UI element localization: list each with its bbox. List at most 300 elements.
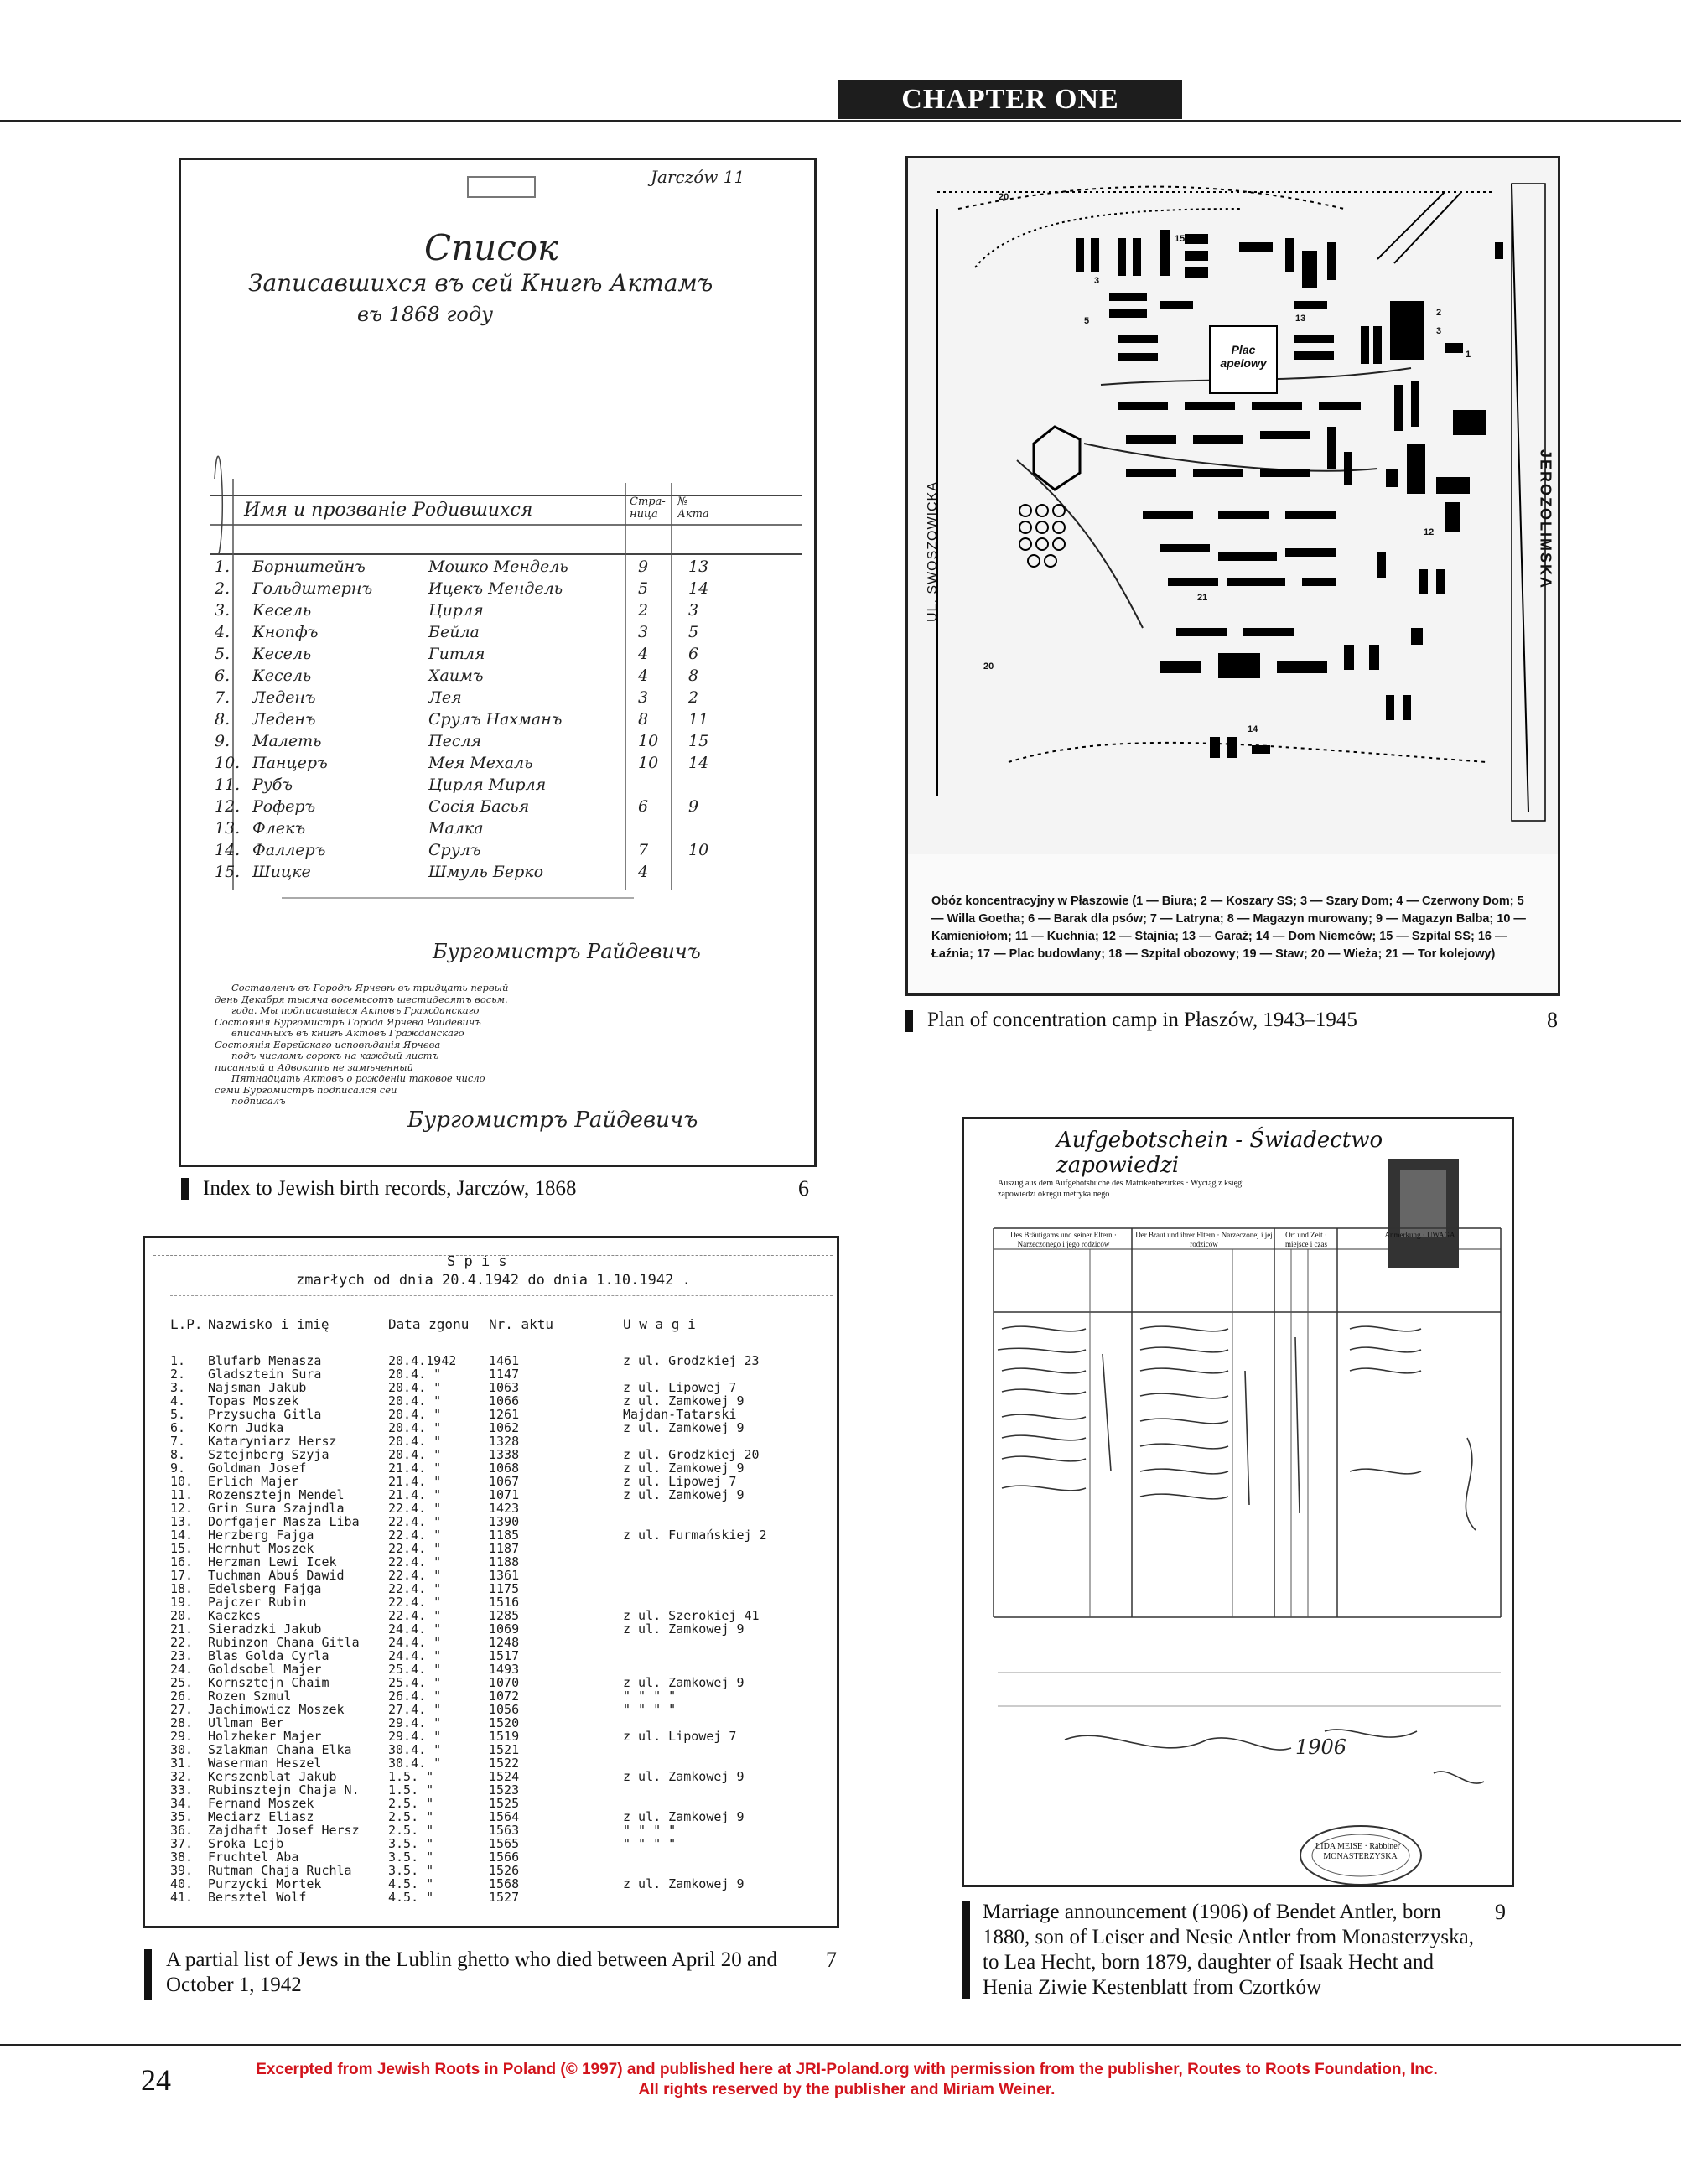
death-list-row	[170, 1595, 833, 1609]
row-number: 19.	[170, 1595, 194, 1610]
act-number: 1522	[489, 1756, 520, 1771]
rabbi-stamp-text: LIDA MEISE · Rabbiner · MONASTERZYSKA	[1315, 1842, 1405, 1861]
person-name: Sztejnberg Szyja	[208, 1447, 329, 1462]
remarks: Majdan-Tatarski	[623, 1407, 737, 1422]
death-date: 26.4. "	[388, 1689, 442, 1704]
act-number: 1516	[489, 1595, 520, 1610]
street-label-right: JEROZOLIMSKA	[1537, 449, 1554, 589]
row-number: 5.	[170, 1407, 186, 1422]
act-number: 1175	[489, 1581, 520, 1596]
map-legend: Obóz koncentracyjny w Płaszowie (1 — Biura; 2 — Koszary SS; 3 — Szary Dom; 4 — Czerwony Dom; 5 — Willa Goetha; 6 — Barak dla psów; 7 — Latryna; 8 — Magazyn murowany; 9 — Magazyn Balba; 10 — Kamieniołom; 11 — Kuchnia; 12 — Stajnia; 13 — Garaż; 14 — Dom Niemców; 15 — Szpital SS; 16 — Łaźnia; 17 — Plac budowlany; 18 — Szpital obozowy; 19 — Staw; 20 — Wieża; 21 — Tor kolejowy)	[931, 895, 1526, 961]
person-name: Meciarz Eliasz	[208, 1809, 314, 1824]
act-number: 1261	[489, 1407, 520, 1422]
map-number: 20	[999, 192, 1009, 202]
person-name: Herzman Lewi Icek	[208, 1554, 337, 1569]
person-name: Goldman Josef	[208, 1460, 307, 1476]
death-list-row	[170, 1408, 833, 1421]
act-number: 15	[688, 732, 709, 750]
row-number: 1.	[215, 558, 231, 576]
caption-7-line1: A partial list of Jews in the Lublin ghetto who died between April 20 and	[166, 1948, 778, 1971]
death-list-row	[170, 1730, 833, 1743]
map-number-labels	[908, 158, 1558, 854]
caption-9	[983, 1900, 1502, 2000]
col-page-header: Стра- ница	[630, 495, 666, 521]
certification-line: подъ числомъ сорокъ на каждый листъ	[231, 1050, 439, 1061]
act-number: 14	[688, 579, 709, 598]
death-date: 1.5. "	[388, 1769, 434, 1784]
birth-index-row	[215, 558, 802, 579]
act-number: 1248	[489, 1635, 520, 1650]
surname: Кнопфъ	[252, 623, 319, 641]
act-number: 1188	[489, 1554, 520, 1569]
certification-line: писанный и Адвокатъ не замѣченный	[215, 1061, 414, 1073]
doc-subtitle: Записавшихся въ сей Книгѣ Актамъ	[248, 269, 713, 297]
caption-7-line2: October 1, 1942	[166, 1974, 302, 1996]
act-number: 5	[688, 623, 699, 641]
act-number: 1563	[489, 1823, 520, 1838]
row-number: 36.	[170, 1823, 194, 1838]
given-name: Малка	[428, 819, 484, 838]
row-number: 35.	[170, 1809, 194, 1824]
remarks: z ul. Lipowej 7	[623, 1474, 737, 1489]
row-number: 7.	[215, 688, 231, 707]
death-date: 20.4. "	[388, 1407, 442, 1422]
death-date: 20.4. "	[388, 1434, 442, 1449]
death-list-row	[170, 1797, 833, 1810]
act-number: 1526	[489, 1863, 520, 1878]
person-name: Kataryniarz Hersz	[208, 1434, 337, 1449]
act-number: 1527	[489, 1890, 520, 1905]
death-list-row	[170, 1488, 833, 1502]
caption-9-line: 1880, son of Leiser and Nesie Antler from Monasterzyska,	[983, 1926, 1474, 1948]
death-date: 20.4. "	[388, 1447, 442, 1462]
row-number: 17.	[170, 1568, 194, 1583]
row-number: 40.	[170, 1876, 194, 1891]
plac-apelowy-label: Plac apelowy	[1220, 343, 1267, 370]
page-ref: 5	[638, 579, 649, 598]
act-number: 1066	[489, 1393, 520, 1408]
caption-9-line: to Lea Hecht, born 1879, daughter of Isaak Hecht and	[983, 1951, 1435, 1974]
list-subtitle: zmarłych od dnia 20.4.1942 do dnia 1.10.1942 .	[296, 1272, 691, 1289]
map-number: 20	[983, 661, 994, 672]
row-number: 11.	[215, 776, 241, 794]
surname: Борнштейнъ	[252, 558, 366, 576]
death-date: 22.4. "	[388, 1528, 442, 1543]
row-number: 7.	[170, 1434, 186, 1449]
row-number: 39.	[170, 1863, 194, 1878]
birth-index-row	[215, 645, 802, 667]
row-number: 28.	[170, 1715, 194, 1730]
doc-year: въ 1868 году	[357, 303, 494, 326]
act-number: 1390	[489, 1514, 520, 1529]
act-number: 2	[688, 688, 699, 707]
caption-6: Index to Jewish birth records, Jarczów, 1868	[203, 1177, 577, 1200]
map-number: 12	[1424, 527, 1435, 537]
person-name: Dorfgajer Masza Liba	[208, 1514, 360, 1529]
act-number: 6	[688, 645, 699, 663]
certification-line: Состоянія Еврейскаго исповѣданія Ярчева	[215, 1038, 441, 1050]
death-list-row	[170, 1354, 833, 1367]
death-list-row	[170, 1421, 833, 1434]
death-list-row	[170, 1716, 833, 1730]
birth-index-row	[215, 754, 802, 776]
surname: Кесель	[252, 667, 312, 685]
document-column-header: Ort und Zeit · miejsce i czas	[1285, 1231, 1327, 1248]
page-ref: 6	[638, 797, 649, 816]
death-date: 4.5. "	[388, 1890, 434, 1905]
figure-number-7: 7	[826, 1948, 837, 1972]
given-name: Срулъ	[428, 841, 481, 859]
death-date: 2.5. "	[388, 1809, 434, 1824]
chapter-heading: CHAPTER ONE	[838, 80, 1182, 119]
person-name: Waserman Heszel	[208, 1756, 322, 1771]
act-number: 10	[688, 841, 709, 859]
death-date: 22.4. "	[388, 1514, 442, 1529]
person-name: Pajczer Rubin	[208, 1595, 307, 1610]
birth-index-row	[215, 688, 802, 710]
person-name: Edelsberg Fajga	[208, 1581, 322, 1596]
given-name: Мошко Мендель	[428, 558, 568, 576]
remarks: z ul. Furmańskiej 2	[623, 1528, 767, 1543]
death-date: 22.4. "	[388, 1595, 442, 1610]
person-name: Rutman Chaja Ruchla	[208, 1863, 352, 1878]
caption-bar-9	[962, 1901, 970, 1999]
act-number: 1069	[489, 1621, 520, 1637]
document-column-header: Der Braut und ihrer Eltern · Narzeczonej i jej rodziców	[1135, 1231, 1273, 1248]
death-list-row	[170, 1756, 833, 1770]
certification-line: семи Бургомистръ подписался сей	[215, 1083, 397, 1096]
act-number: 1187	[489, 1541, 520, 1556]
person-name: Tuchman Abuś Dawid	[208, 1568, 345, 1583]
death-date: 21.4. "	[388, 1460, 442, 1476]
act-number: 1062	[489, 1420, 520, 1435]
row-number: 38.	[170, 1849, 194, 1865]
act-number: 1056	[489, 1702, 520, 1717]
given-name: Мея Мехаль	[428, 754, 533, 772]
remarks: " " " "	[623, 1702, 677, 1717]
person-name: Rubinsztejn Chaja N.	[208, 1782, 360, 1798]
row-number: 34.	[170, 1796, 194, 1811]
act-number: 1517	[489, 1648, 520, 1663]
certification-line: Пятнадцать Актовъ о рожденіи таковое число	[231, 1072, 485, 1084]
row-number: 21.	[170, 1621, 194, 1637]
row-number: 1.	[170, 1353, 186, 1368]
act-number: 1523	[489, 1782, 520, 1798]
death-date: 20.4. "	[388, 1367, 442, 1382]
remarks: z ul. Zamkowej 9	[623, 1675, 745, 1690]
row-number: 20.	[170, 1608, 194, 1623]
doc-title: Список	[424, 227, 559, 268]
page-number: 24	[141, 2063, 171, 2097]
act-number: 1185	[489, 1528, 520, 1543]
act-number: 1067	[489, 1474, 520, 1489]
death-date: 22.4. "	[388, 1608, 442, 1623]
death-list-row	[170, 1461, 833, 1475]
caption-bar-6	[181, 1178, 189, 1200]
footer-line-2: All rights reserved by the publisher and Miriam Weiner.	[638, 2081, 1056, 2098]
page-ref: 3	[638, 623, 649, 641]
remarks: z ul. Szerokiej 41	[623, 1608, 760, 1623]
surname: Гольдштернъ	[252, 579, 373, 598]
remarks: z ul. Zamkowej 9	[623, 1460, 745, 1476]
death-date: 24.4. "	[388, 1635, 442, 1650]
person-name: Goldsobel Majer	[208, 1662, 322, 1677]
act-number: 1068	[489, 1460, 520, 1476]
surname: Леденъ	[252, 710, 316, 729]
row-number: 41.	[170, 1890, 194, 1905]
death-date: 30.4. "	[388, 1742, 442, 1757]
page-ref: 2	[638, 601, 649, 620]
birth-index-row	[215, 601, 802, 623]
row-number: 15.	[215, 863, 241, 881]
birth-index-row	[215, 863, 802, 884]
act-number: 14	[688, 754, 709, 772]
death-list-row	[170, 1515, 833, 1528]
person-name: Sroka Lejb	[208, 1836, 284, 1851]
death-date: 27.4. "	[388, 1702, 442, 1717]
remarks: z ul. Zamkowej 9	[623, 1809, 745, 1824]
row-number: 11.	[170, 1487, 194, 1502]
caption-9-line: Henia Ziwie Kestenblatt from Czortków	[983, 1976, 1322, 1999]
act-number: 1568	[489, 1876, 520, 1891]
row-number: 13.	[170, 1514, 194, 1529]
surname: Рубъ	[252, 776, 293, 794]
death-list-row	[170, 1810, 833, 1823]
dashed-rule-2	[170, 1295, 833, 1297]
death-date: 20.4. "	[388, 1420, 442, 1435]
map-number: 1	[1466, 350, 1471, 360]
death-date: 29.4. "	[388, 1729, 442, 1744]
death-date: 30.4. "	[388, 1756, 442, 1771]
list-header-cell: U w a g i	[623, 1316, 696, 1332]
person-name: Rozen Szmul	[208, 1689, 292, 1704]
person-name: Fruchtel Aba	[208, 1849, 299, 1865]
list-header-cell: L.P.	[170, 1316, 203, 1332]
person-name: Kerszenblat Jakub	[208, 1769, 337, 1784]
row-number: 12.	[215, 797, 241, 816]
given-name: Лея	[428, 688, 462, 707]
row-number: 33.	[170, 1782, 194, 1798]
act-number: 11	[688, 710, 709, 729]
death-list-row	[170, 1582, 833, 1595]
given-name: Срулъ Нахманъ	[428, 710, 563, 729]
death-date: 22.4. "	[388, 1541, 442, 1556]
birth-index-row	[215, 797, 802, 819]
person-name: Blas Golda Cyrla	[208, 1648, 329, 1663]
given-name: Ицекъ Мендель	[428, 579, 563, 598]
row-number: 16.	[170, 1554, 194, 1569]
death-date: 3.5. "	[388, 1849, 434, 1865]
map-number: 21	[1197, 593, 1208, 603]
remarks: z ul. Zamkowej 9	[623, 1876, 745, 1891]
death-date: 4.5. "	[388, 1876, 434, 1891]
figure-number-6: 6	[798, 1176, 809, 1201]
death-date: 25.4. "	[388, 1662, 442, 1677]
figure-9-image	[962, 1117, 1514, 1887]
surname: Шицке	[252, 863, 311, 881]
death-list-row	[170, 1770, 833, 1783]
person-name: Bersztel Wolf	[208, 1890, 307, 1905]
surname: Фаллеръ	[252, 841, 326, 859]
map-number: 3	[1436, 326, 1442, 336]
col-name-header: Имя и прозваніе Родившихся	[244, 500, 533, 521]
given-name: Гитля	[428, 645, 485, 663]
death-list-row	[170, 1663, 833, 1676]
given-name: Цирля Мирля	[428, 776, 547, 794]
map-number: 15	[1175, 234, 1186, 244]
row-number: 18.	[170, 1581, 194, 1596]
death-list-row	[170, 1864, 833, 1877]
death-date: 3.5. "	[388, 1836, 434, 1851]
act-number: 1285	[489, 1608, 520, 1623]
death-date: 1.5. "	[388, 1782, 434, 1798]
corner-annotation: Jarczów 11	[651, 167, 745, 187]
signature-1: Бургомистръ Райдевичъ	[433, 940, 701, 963]
birth-index-row	[215, 776, 802, 797]
death-list-row	[170, 1609, 833, 1622]
row-number: 29.	[170, 1729, 194, 1744]
birth-index-row	[215, 710, 802, 732]
death-date: 29.4. "	[388, 1715, 442, 1730]
death-list-row	[170, 1569, 833, 1582]
death-list-row	[170, 1649, 833, 1663]
certification-line: Составленъ въ Городѣ Ярчевѣ въ тридцать первый	[231, 982, 509, 993]
list-header-cell: Nazwisko i imię	[208, 1316, 329, 1332]
act-number: 1070	[489, 1675, 520, 1690]
row-number: 26.	[170, 1689, 194, 1704]
footer-line-1: Excerpted from Jewish Roots in Poland (© 1997) and published here at JRI-Poland.org with permission from the publisher, Routes to Roots Foundation, Inc.	[256, 2061, 1438, 2078]
act-number: 8	[688, 667, 699, 685]
act-number: 1566	[489, 1849, 520, 1865]
page-ref: 8	[638, 710, 649, 729]
figure-number-9: 9	[1495, 1900, 1506, 1924]
birth-index-row	[215, 841, 802, 863]
death-list-row	[170, 1689, 833, 1703]
copyright-footer	[210, 2060, 1484, 2100]
document-column-header: Des Bräutigams und seiner Eltern · Narzeczonego i jego rodziców	[1010, 1231, 1117, 1248]
person-name: Topas Moszek	[208, 1393, 299, 1408]
person-name: Hernhut Moszek	[208, 1541, 314, 1556]
death-list-row	[170, 1837, 833, 1850]
surname: Кесель	[252, 645, 312, 663]
row-number: 9.	[215, 732, 231, 750]
row-number: 9.	[170, 1460, 186, 1476]
remarks: z ul. Lipowej 7	[623, 1380, 737, 1395]
row-number: 31.	[170, 1756, 194, 1771]
person-name: Kornsztejn Chaim	[208, 1675, 329, 1690]
row-number: 14.	[170, 1528, 194, 1543]
row-number: 12.	[170, 1501, 194, 1516]
act-number: 1063	[489, 1380, 520, 1395]
person-name: Najsman Jakub	[208, 1380, 307, 1395]
row-number: 2.	[170, 1367, 186, 1382]
surname: Рoферъ	[252, 797, 316, 816]
row-number: 3.	[170, 1380, 186, 1395]
act-number: 1072	[489, 1689, 520, 1704]
death-list-row	[170, 1381, 833, 1394]
person-name: Ullman Ber	[208, 1715, 284, 1730]
page-ref: 4	[638, 667, 649, 685]
row-number: 2.	[215, 579, 231, 598]
person-name: Gladsztein Sura	[208, 1367, 322, 1382]
certification-line: вписанныхъ въ книгѣ Актовъ Гражданскаго	[231, 1027, 464, 1039]
figure-7-image	[143, 1236, 839, 1928]
row-number: 13.	[215, 819, 241, 838]
row-number: 23.	[170, 1648, 194, 1663]
death-list-row	[170, 1823, 833, 1837]
death-list-row	[170, 1877, 833, 1891]
death-date: 22.4. "	[388, 1581, 442, 1596]
death-date: 24.4. "	[388, 1621, 442, 1637]
signature-2: Бургомистръ Райдевичъ	[407, 1108, 698, 1133]
remarks: z ul. Zamkowej 9	[623, 1769, 745, 1784]
act-number: 1071	[489, 1487, 520, 1502]
given-name: Цирля	[428, 601, 484, 620]
map-number: 14	[1248, 724, 1258, 734]
act-number: 1361	[489, 1568, 520, 1583]
page-ref: 7	[638, 841, 649, 859]
death-date: 24.4. "	[388, 1648, 442, 1663]
list-header-cell: Data zgonu	[388, 1316, 470, 1332]
remarks: " " " "	[623, 1836, 677, 1851]
death-list-row	[170, 1743, 833, 1756]
page-ref: 4	[638, 863, 649, 881]
row-number: 24.	[170, 1662, 194, 1677]
death-date: 22.4. "	[388, 1501, 442, 1516]
death-list-row	[170, 1850, 833, 1864]
person-name: Rozensztejn Mendel	[208, 1487, 345, 1502]
person-name: Zajdhaft Josef Hersz	[208, 1823, 360, 1838]
row-number: 14.	[215, 841, 241, 859]
birth-index-row	[215, 732, 802, 754]
row-number: 37.	[170, 1836, 194, 1851]
remarks: z ul. Zamkowej 9	[623, 1487, 745, 1502]
map-number: 3	[1094, 276, 1100, 286]
person-name: Erlich Majer	[208, 1474, 299, 1489]
death-date: 2.5. "	[388, 1796, 434, 1811]
death-date: 21.4. "	[388, 1487, 442, 1502]
death-list-row	[170, 1367, 833, 1381]
given-name: Шмуль Берко	[428, 863, 544, 881]
map-number: 2	[1436, 308, 1442, 318]
remarks: z ul. Zamkowej 9	[623, 1420, 745, 1435]
death-date: 20.4. "	[388, 1380, 442, 1395]
given-name: Хаимъ	[428, 667, 484, 685]
birth-index-row	[215, 579, 802, 601]
row-number: 25.	[170, 1675, 194, 1690]
death-list-row	[170, 1891, 833, 1904]
page-ref: 4	[638, 645, 649, 663]
death-list-row	[170, 1555, 833, 1569]
document-date: 1906	[1295, 1735, 1347, 1759]
act-number: 9	[688, 797, 699, 816]
death-date: 2.5. "	[388, 1823, 434, 1838]
surname: Кесель	[252, 601, 312, 620]
death-list-row	[170, 1394, 833, 1408]
row-number: 10.	[170, 1474, 194, 1489]
person-name: Szlakman Chana Elka	[208, 1742, 352, 1757]
death-list-row	[170, 1676, 833, 1689]
death-date: 25.4. "	[388, 1675, 442, 1690]
act-number: 1524	[489, 1769, 520, 1784]
surname: Леденъ	[252, 688, 316, 707]
remarks: z ul. Zamkowej 9	[623, 1393, 745, 1408]
caption-9-line: Marriage announcement (1906) of Bendet Antler, born	[983, 1901, 1441, 1923]
remarks: " " " "	[623, 1689, 677, 1704]
list-header-row	[170, 1316, 833, 1335]
row-number: 4.	[170, 1393, 186, 1408]
row-number: 6.	[215, 667, 231, 685]
